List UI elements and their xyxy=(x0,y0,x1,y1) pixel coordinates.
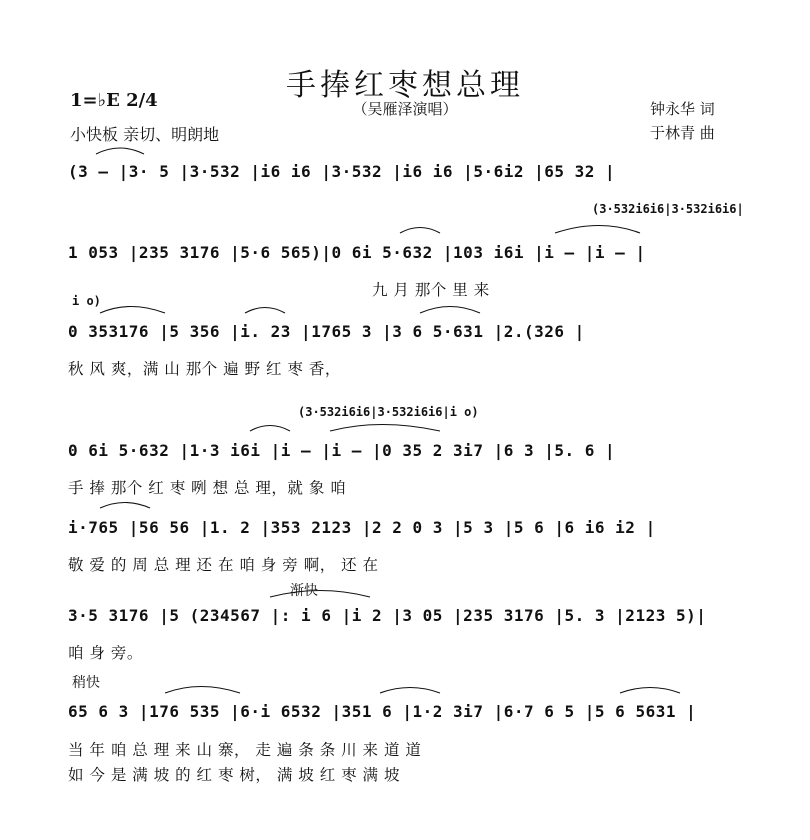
composer-credit: 于林青 曲 xyxy=(650,124,715,142)
song-subtitle: （吴雁泽演唱） xyxy=(352,100,458,118)
lyric-line-4: 手 捧 那个 红 枣 咧 想 总 理，就 象 咱 xyxy=(68,479,347,497)
lyric-line-5: 敬 爱 的 周 总 理 还 在 咱 身 旁 啊， 还 在 xyxy=(68,556,379,574)
lyric-line-3: 秋 风 爽，满 山 那个 遍 野 红 枣 香， xyxy=(68,360,341,378)
song-title: 手捧红枣想总理 xyxy=(286,68,524,103)
lyric-line-2: 九 月 那个 里 来 xyxy=(372,281,490,299)
score-line-6: 3·5 3176 |5 (234567 |: i 6 |i 2 |3 05 |235 3176 |5. 3 |2123 5)| xyxy=(68,606,707,625)
score-line-2-above: (3·532i6i6|3·532i6i6| xyxy=(592,202,744,216)
score-line-3-above: i o) xyxy=(72,294,101,308)
tempo-marking: 小快板 亲切、明朗地 xyxy=(70,125,220,144)
score-line-2: 1 053 |235 3176 |5·6 565)|0 6i 5·632 |103 i6i |i – |i – | xyxy=(68,243,646,262)
score-line-4: 0 6i 5·632 |1·3 i6i |i – |i – |0 35 2 3i7 |6 3 |5. 6 | xyxy=(68,441,616,460)
lyric-line-7b: 如 今 是 满 坡 的 红 枣 树， 满 坡 红 枣 满 坡 xyxy=(68,766,400,784)
lyricist-credit: 钟永华 词 xyxy=(650,100,715,118)
score-line-1: (3 – |3· 5 |3·532 |i6 i6 |3·532 |i6 i6 |5·6i2 |65 32 | xyxy=(68,162,616,181)
tempo-change-faster: 稍快 xyxy=(72,675,100,691)
lyric-line-6: 咱 身 旁。 xyxy=(68,644,143,662)
score-line-5: i·765 |56 56 |1. 2 |353 2123 |2 2 0 3 |5 3 |5 6 |6 i6 i2 | xyxy=(68,518,656,537)
key-signature: 1=♭E 2/4 xyxy=(70,90,158,111)
lyric-line-7: 当 年 咱 总 理 来 山 寨， 走 遍 条 条 川 来 道 道 xyxy=(68,741,422,759)
tempo-change-accelerando: 渐快 xyxy=(290,583,318,599)
score-line-4-above: (3·532i6i6|3·532i6i6|i o) xyxy=(298,405,479,419)
score-line-7: 65 6 3 |176 535 |6·i 6532 |351 6 |1·2 3i7 |6·7 6 5 |5 6 5631 | xyxy=(68,702,697,721)
score-line-3: 0 353176 |5 356 |i. 23 |1765 3 |3 6 5·631 |2.(326 | xyxy=(68,322,585,341)
